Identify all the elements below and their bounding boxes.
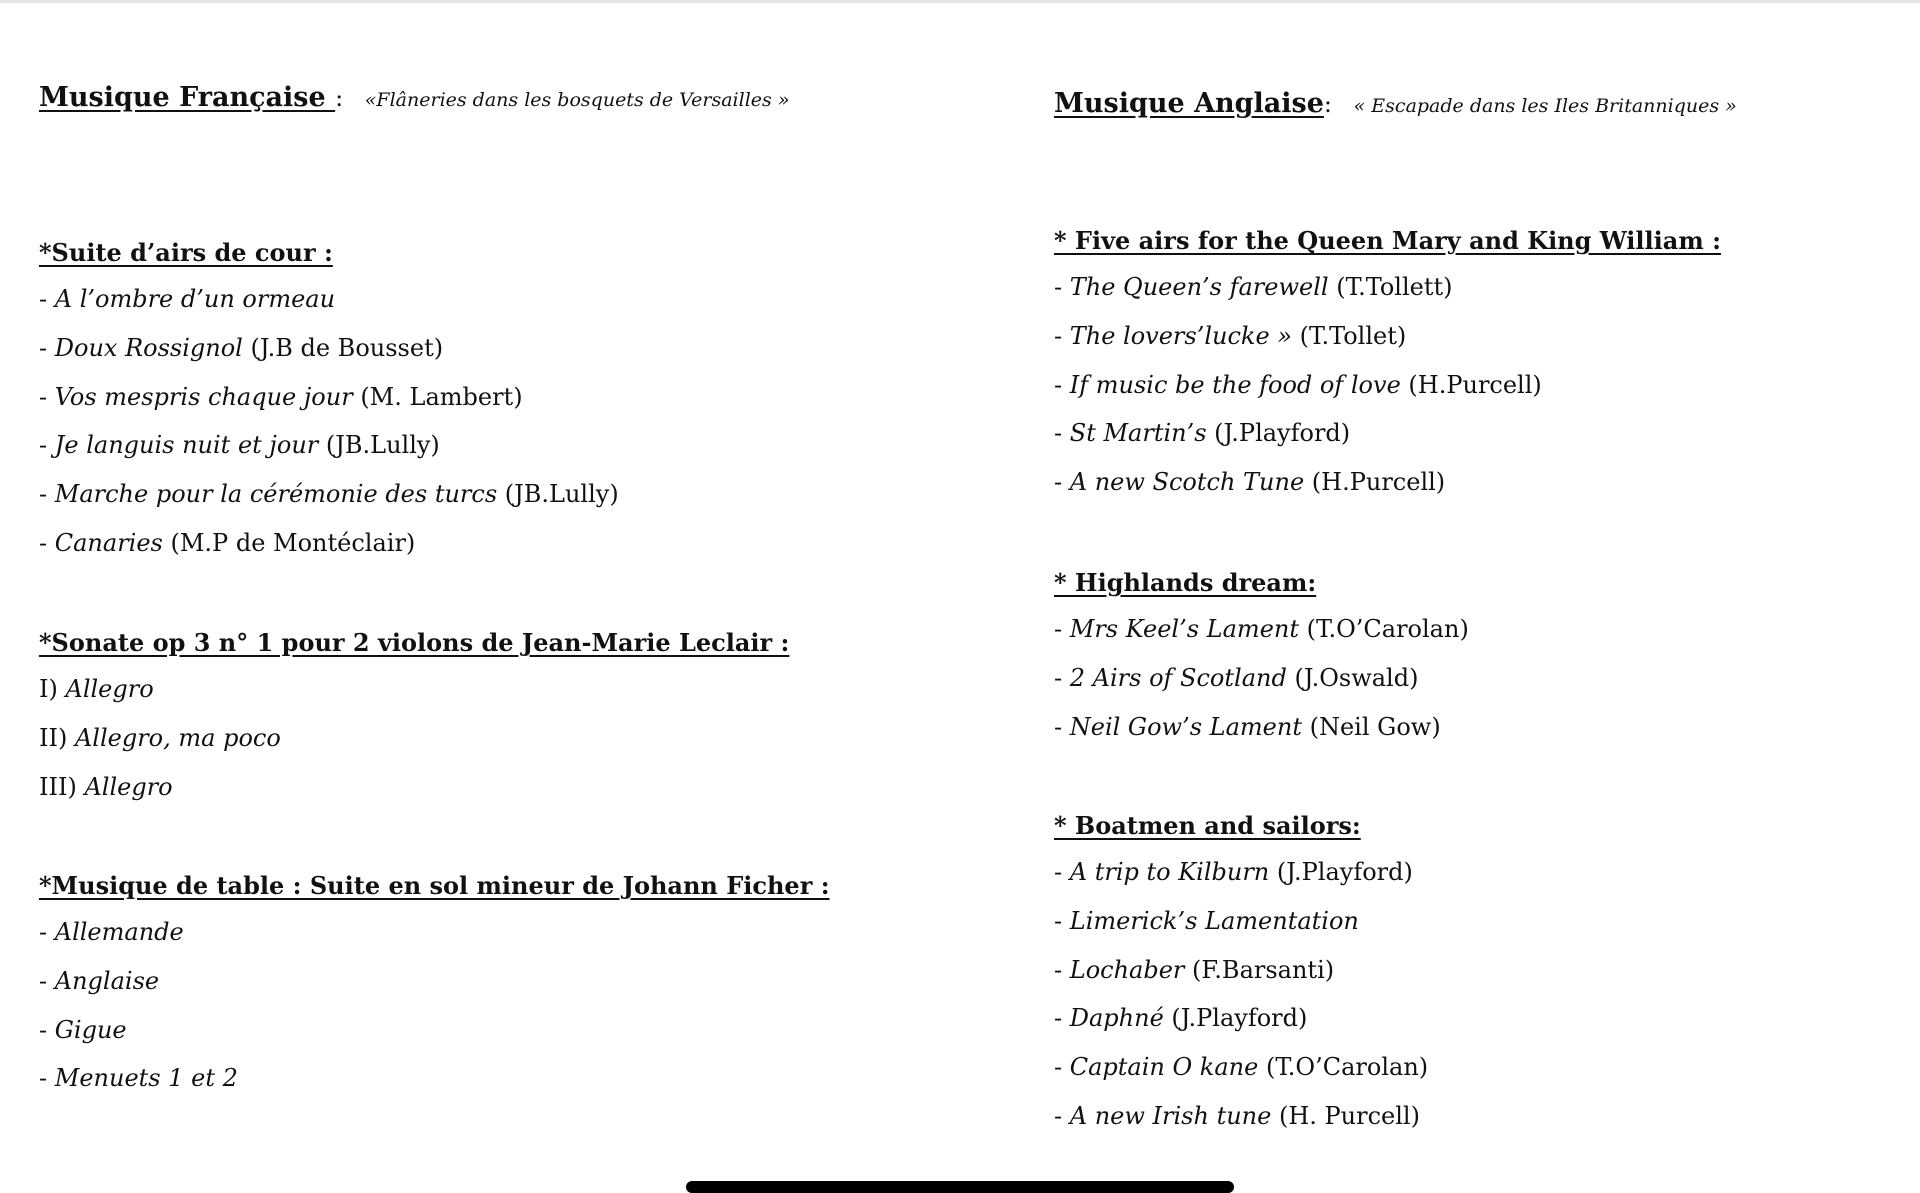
section-title: *Musique de table : Suite en sol mineur de Johann Ficher : bbox=[39, 871, 830, 900]
piece-composer: (F.Barsanti) bbox=[1184, 955, 1335, 984]
piece-item: - Neil Gow’s Lament (Neil Gow) bbox=[1054, 712, 1441, 741]
section-title: * Highlands dream: bbox=[1054, 568, 1317, 597]
piece-title: Allegro, ma poco bbox=[74, 723, 281, 752]
piece-item: - Je languis nuit et jour (JB.Lully) bbox=[39, 431, 440, 460]
french-program-subtitle: «Flâneries dans les bosquets de Versailles » bbox=[364, 89, 790, 111]
section-highlands-dream bbox=[1054, 566, 1469, 758]
piece-composer: (T.Tollet) bbox=[1291, 321, 1407, 350]
section-sonate-leclair bbox=[39, 626, 789, 818]
piece-composer: (T.Tollett) bbox=[1328, 273, 1453, 301]
piece-list bbox=[39, 672, 789, 818]
piece-item: - Anglaise bbox=[39, 966, 160, 995]
piece-item: - A new Scotch Tune (H.Purcell) bbox=[1054, 468, 1446, 497]
piece-composer: (Neil Gow) bbox=[1301, 712, 1441, 741]
piece-title: Daphné bbox=[1069, 1004, 1164, 1033]
section-airs-de-cour bbox=[39, 236, 619, 575]
piece-composer: (M.P de Montéclair) bbox=[162, 528, 416, 557]
section-boatmen-and-sailors bbox=[1054, 809, 1428, 1148]
piece-title: Menuets 1 et 2 bbox=[54, 1064, 238, 1093]
piece-list bbox=[1054, 270, 1721, 514]
piece-title: Anglaise bbox=[54, 966, 160, 995]
piece-title: 2 Airs of Scotland bbox=[1069, 663, 1287, 692]
piece-title: Canaries bbox=[54, 528, 163, 557]
piece-composer: (J.Playford) bbox=[1269, 858, 1413, 886]
page-top-edge bbox=[0, 0, 1920, 3]
piece-item: - St Martin’s (J.Playford) bbox=[1054, 419, 1351, 448]
piece-title: Allegro bbox=[65, 675, 154, 703]
piece-composer: (J.B de Bousset) bbox=[242, 333, 444, 362]
piece-item: - Gigue bbox=[39, 1015, 127, 1044]
piece-item: - Allemande bbox=[39, 918, 184, 946]
piece-item: - Menuets 1 et 2 bbox=[39, 1064, 238, 1093]
piece-composer: (H.Purcell) bbox=[1400, 370, 1542, 399]
piece-title: Gigue bbox=[54, 1015, 127, 1044]
piece-composer: (M. Lambert) bbox=[352, 382, 523, 411]
piece-composer: (J.Playford) bbox=[1206, 419, 1351, 448]
piece-title: If music be the food of love bbox=[1069, 370, 1401, 399]
piece-title: Je languis nuit et jour bbox=[54, 431, 319, 460]
piece-item: - A l’ombre d’un ormeau bbox=[39, 285, 336, 313]
piece-list bbox=[1054, 855, 1428, 1148]
piece-item: - The lovers’lucke » (T.Tollet) bbox=[1054, 321, 1407, 350]
piece-title: Neil Gow’s Lament bbox=[1069, 712, 1302, 741]
english-program-colon: : bbox=[1323, 90, 1340, 118]
piece-title: Lochaber bbox=[1069, 955, 1185, 984]
section-musique-de-table bbox=[39, 869, 830, 1110]
english-program-subtitle: « Escapade dans les Iles Britanniques » bbox=[1353, 95, 1737, 117]
piece-title: Mrs Keel’s Lament bbox=[1069, 615, 1299, 643]
piece-composer: (JB.Lully) bbox=[318, 431, 440, 460]
piece-item: - A trip to Kilburn (J.Playford) bbox=[1054, 858, 1413, 886]
piece-title: Limerick’s Lamentation bbox=[1069, 906, 1359, 935]
piece-title: A new Scotch Tune bbox=[1069, 468, 1305, 497]
piece-item: - Doux Rossignol (J.B de Bousset) bbox=[39, 333, 444, 362]
piece-composer: (JB.Lully) bbox=[497, 480, 619, 509]
french-program-colon: : bbox=[335, 84, 351, 112]
section-title: * Boatmen and sailors: bbox=[1054, 811, 1361, 840]
piece-item: III) Allegro bbox=[39, 772, 173, 801]
piece-item: I) Allegro bbox=[39, 675, 154, 703]
piece-title: A new Irish tune bbox=[1069, 1101, 1272, 1130]
french-program-title: Musique Française bbox=[39, 82, 336, 113]
piece-title: The Queen’s farewell bbox=[1069, 273, 1329, 301]
home-indicator-bar[interactable] bbox=[686, 1181, 1234, 1193]
piece-item: II) Allegro, ma poco bbox=[39, 723, 281, 752]
piece-item: - 2 Airs of Scotland (J.Oswald) bbox=[1054, 663, 1419, 692]
piece-item: - A new Irish tune (H. Purcell) bbox=[1054, 1101, 1420, 1130]
piece-item: - Mrs Keel’s Lament (T.O’Carolan) bbox=[1054, 615, 1469, 643]
piece-title: St Martin’s bbox=[1069, 419, 1207, 448]
piece-title: Captain O kane bbox=[1069, 1053, 1259, 1082]
french-program-header bbox=[39, 82, 789, 113]
piece-item: - Vos mespris chaque jour (M. Lambert) bbox=[39, 382, 523, 411]
piece-composer: (J.Playford) bbox=[1163, 1004, 1308, 1033]
piece-composer: (T.O’Carolan) bbox=[1258, 1053, 1429, 1082]
piece-item: - Lochaber (F.Barsanti) bbox=[1054, 955, 1335, 984]
piece-item: - Captain O kane (T.O’Carolan) bbox=[1054, 1053, 1429, 1082]
piece-title: Doux Rossignol bbox=[54, 333, 243, 362]
section-title: *Suite d’airs de cour : bbox=[39, 238, 333, 267]
piece-item: - Canaries (M.P de Montéclair) bbox=[39, 528, 416, 557]
piece-item: - Daphné (J.Playford) bbox=[1054, 1004, 1308, 1033]
section-five-airs bbox=[1054, 224, 1721, 514]
piece-list bbox=[39, 915, 830, 1110]
piece-item: - Marche pour la cérémonie des turcs (JB.Lully) bbox=[39, 480, 619, 509]
piece-list bbox=[39, 282, 619, 575]
section-title: *Sonate op 3 n° 1 pour 2 violons de Jean-Marie Leclair : bbox=[39, 628, 790, 657]
piece-title: Allemande bbox=[54, 918, 184, 946]
piece-item: - Limerick’s Lamentation bbox=[1054, 906, 1359, 935]
piece-title: Marche pour la cérémonie des turcs bbox=[54, 480, 498, 509]
piece-item: - The Queen’s farewell (T.Tollett) bbox=[1054, 273, 1453, 301]
english-program-title: Musique Anglaise bbox=[1054, 88, 1324, 119]
piece-composer: (J.Oswald) bbox=[1286, 663, 1419, 692]
piece-title: A l’ombre d’un ormeau bbox=[54, 285, 336, 313]
piece-composer: (H. Purcell) bbox=[1271, 1101, 1420, 1130]
piece-list bbox=[1054, 612, 1469, 758]
english-program-header bbox=[1054, 88, 1737, 119]
piece-title: Allegro bbox=[84, 772, 173, 801]
piece-title: A trip to Kilburn bbox=[1069, 858, 1270, 886]
piece-title: Vos mespris chaque jour bbox=[54, 382, 353, 411]
piece-title: The lovers’lucke » bbox=[1069, 321, 1292, 350]
piece-composer: (T.O’Carolan) bbox=[1299, 615, 1469, 643]
piece-composer: (H.Purcell) bbox=[1304, 468, 1446, 497]
piece-item: - If music be the food of love (H.Purcell) bbox=[1054, 370, 1542, 399]
section-title: * Five airs for the Queen Mary and King William : bbox=[1054, 226, 1721, 255]
